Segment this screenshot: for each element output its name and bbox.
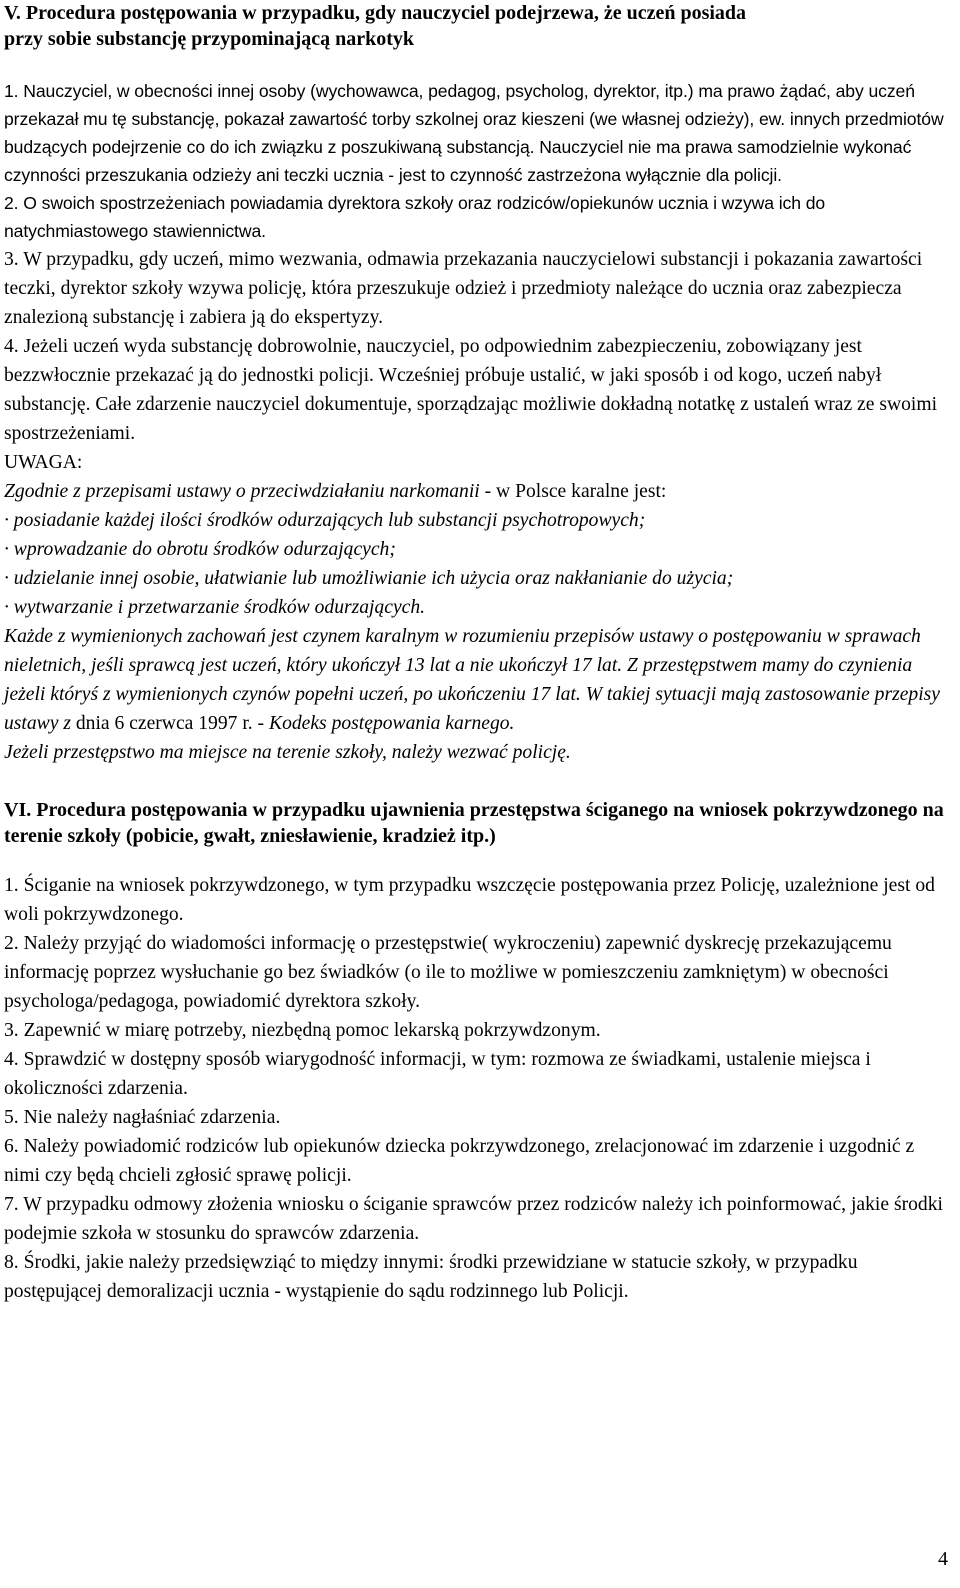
- section-6-item: 8. Środki, jakie należy przedsięwziąć to między innymi: środki przewidziane w statucie szkoły, w przypadku postępującej demoralizacji ucznia - wystąpienie do sądu rodzinnego lub Policji.: [4, 1252, 858, 1302]
- section-5-paragraph-3: 3. W przypadku, gdy uczeń, mimo wezwania, odmawia przekazania nauczycielowi substancji i pokazania zawartości teczki, dyrektor szkoły wzywa policję, która przeszukuje odzież i przedmioty należące do ucznia oraz zabezpiecza znalezioną substancję i zabiera ją do ekspertyzy.: [4, 249, 923, 328]
- law-intro: [4, 477, 950, 506]
- section-5-title-line-2: przy sobie substancję przypominającą narkotyk: [4, 28, 415, 50]
- closing-italic: Każde z wymienionych zachowań jest czynem karalnym w rozumieniu przepisów ustawy o postępowaniu w sprawach nieletnich, jeśli sprawcą jest uczeń, który ukończył 13 lat a nie ukończył 17 lat. Z przestępstwem mamy do czynienia jeżeli któryś z wymienionych czynów popełni uczeń, po ukończeniu 17 lat. W takiej sytuacji mają zastosowanie przepisy ustawy z: [4, 626, 940, 734]
- section-6-item: 7. W przypadku odmowy złożenia wniosku o ściganie sprawców przez rodziców należy ich poinformować, jakie środki podejmie szkoła w stosunku do sprawców zdarzenia.: [4, 1194, 943, 1244]
- section-5-title: [4, 0, 950, 52]
- closing-code: Kodeks postępowania karnego.: [269, 713, 515, 734]
- section-6-item: 1. Ściganie na wniosek pokrzywdzonego, w tym przypadku wszczęcie postępowania przez Policję, uzależnione jest od woli pokrzywdzonego.: [4, 875, 935, 925]
- section-6-item: 5. Nie należy nagłaśniać zdarzenia.: [4, 1107, 281, 1128]
- section-6-item: 4. Sprawdzić w dostępny sposób wiarygodność informacji, w tym: rozmowa ze świadkami, ustalenie miejsca i okoliczności zdarzenia.: [4, 1049, 871, 1099]
- closing-paragraph: [4, 622, 950, 738]
- document-page: [4, 0, 950, 1306]
- law-intro-rest: - w Polsce karalne jest:: [479, 481, 667, 502]
- page-number: 4: [938, 1548, 948, 1570]
- section-6-item: 6. Należy powiadomić rodziców lub opiekunów dziecka pokrzywdzonego, zrelacjonować im zdarzenie i uzgodnić z nimi czy będą chcieli zgłosić sprawę policji.: [4, 1136, 915, 1186]
- law-bullet: · udzielanie innej osobie, ułatwianie lub umożliwianie ich użycia oraz nakłanianie do użycia;: [4, 568, 734, 589]
- uwaga-label: UWAGA:: [4, 452, 83, 473]
- section-5-title-line-1: V. Procedura postępowania w przypadku, gdy nauczyciel podejrzewa, że uczeń posiada: [4, 2, 747, 24]
- closing-last-line: Jeżeli przestępstwo ma miejsce na terenie szkoły, należy wezwać policję.: [4, 742, 571, 763]
- closing-date: dnia 6 czerwca 1997 r. -: [70, 713, 269, 734]
- section-6-title: VI. Procedura postępowania w przypadku ujawnienia przestępstwa ściganego na wniosek pokrzywdzonego na terenie szkoły (pobicie, gwałt, zniesławienie, kradzież itp.): [4, 799, 944, 847]
- section-5-paragraph-4: 4. Jeżeli uczeń wyda substancję dobrowolnie, nauczyciel, po odpowiednim zabezpieczeniu, zobowiązany jest bezzwłocznie przekazać ją do jednostki policji. Wcześniej próbuje ustalić, w jaki sposób i od kogo, uczeń nabył substancję. Całe zdarzenie nauczyciel dokumentuje, sporządzając możliwie dokładną notatkę z ustaleń wraz ze swoimi spostrzeżeniami.: [4, 336, 938, 444]
- law-intro-italic: Zgodnie z przepisami ustawy o przeciwdziałaniu narkomanii: [4, 481, 480, 502]
- law-bullet: · posiadanie każdej ilości środków odurzających lub substancji psychotropowych;: [4, 510, 646, 531]
- section-6-item: 3. Zapewnić w miarę potrzeby, niezbędną pomoc lekarską pokrzywdzonym.: [4, 1020, 601, 1041]
- section-5-paragraph-1: 1. Nauczyciel, w obecności innej osoby (wychowawca, pedagog, psycholog, dyrektor, itp.) ma prawo żądać, aby uczeń przekazał mu tę substancję, pokazał zawartość torby szkolnej oraz kieszeni (we własnej odzieży), ew. innych przedmiotów budzących podejrzenie co do ich związku z poszukiwaną substancją. Nauczyciel nie ma prawa samodzielnie wykonać czynności przeszukania odzieży ani teczki ucznia - jest to czynność zastrzeżona wyłącznie dla policji.: [4, 81, 944, 185]
- law-bullet: · wytwarzanie i przetwarzanie środków odurzających.: [4, 597, 426, 618]
- section-5-paragraph-2: 2. O swoich spostrzeżeniach powiadamia dyrektora szkoły oraz rodziców/opiekunów ucznia i wzywa ich do natychmiastowego stawiennictwa.: [4, 193, 826, 241]
- law-bullet: · wprowadzanie do obrotu środków odurzających;: [4, 539, 396, 560]
- section-6-item: 2. Należy przyjąć do wiadomości informację o przestępstwie( wykroczeniu) zapewnić dyskrecję przekazującemu informację poprzez wysłuchanie go bez świadków (o ile to możliwe w pomieszczeniu zamkniętym) w obecności psychologa/pedagoga, powiadomić dyrektora szkoły.: [4, 933, 892, 1012]
